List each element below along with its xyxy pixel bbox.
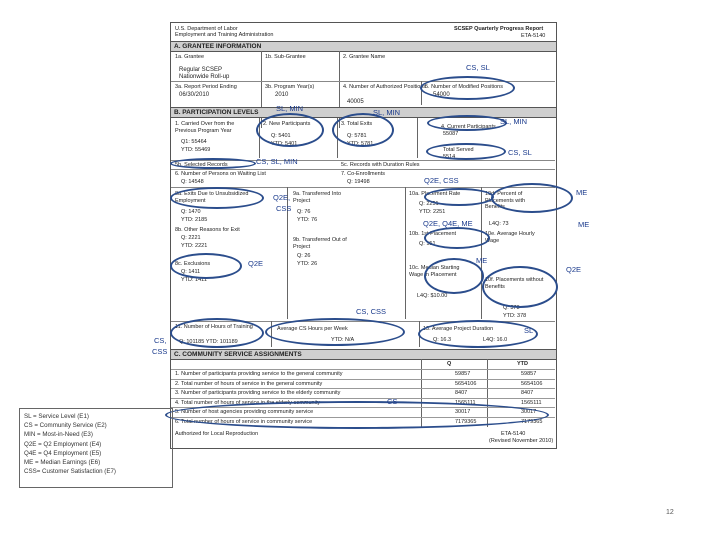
- annotation-q2e-css: Q2E, CSS: [424, 176, 459, 185]
- annotation-q2e: Q2E: [566, 265, 582, 274]
- abbreviation-legend: [19, 408, 173, 488]
- modified-positions-value: 54000: [433, 92, 450, 98]
- legend-item: ME = Median Earnings (E6): [24, 459, 101, 467]
- co-enrollments-label: 7. Co-Enrollments: [341, 171, 386, 177]
- cs-hours-label: Average CS Hours per Week: [277, 326, 348, 332]
- row-ytd-value: 59857: [521, 371, 537, 377]
- legend-item: SL = Service Level (E1): [24, 413, 89, 420]
- total-exits-label: 3. Total Exits: [341, 121, 373, 127]
- placement-rate-q: Q: 2251: [419, 201, 439, 207]
- table-row: [171, 388, 555, 398]
- total-exits-q: Q: 5781: [347, 133, 367, 139]
- row-q-value: 59857: [455, 371, 471, 377]
- sub-grantee-label: 1b. Sub-Grantee: [265, 54, 306, 60]
- row-label: 3. Number of participants providing service to the elderly community: [175, 390, 341, 396]
- form-number: ETA-5140: [521, 33, 546, 39]
- oval-no-benefits: [482, 266, 558, 308]
- section-b-header: B. PARTICIPATION LEVELS: [171, 107, 556, 118]
- row-label: 4. Total number of hours of service in the elderly community: [175, 399, 321, 406]
- row-ytd-value: 30017: [521, 409, 537, 415]
- new-participants-ytd: YTD: 5401: [271, 141, 298, 147]
- row-ytd-value: 1565111: [521, 399, 542, 406]
- row-label: 6. Total number of hours of service in community service: [175, 418, 313, 425]
- annotation-cs-sl-min: CS, SL, MIN: [256, 157, 298, 166]
- project-duration-label: 13. Average Project Duration: [423, 326, 494, 332]
- duration-records-label: 5c. Records with Duration Rules: [341, 162, 420, 168]
- section-c-header: C. COMMUNITY SERVICE ASSIGNMENTS: [171, 349, 556, 360]
- annotation-cs-sl: CS, SL: [508, 148, 532, 157]
- annotation-sl-min: SL, MIN: [373, 108, 401, 117]
- section-a-header: A. GRANTEE INFORMATION: [171, 41, 556, 52]
- annotation-cs-css: CS, CSS: [356, 307, 387, 316]
- oval-community-service-rows: [165, 401, 549, 429]
- selected-records-label: 5b. Selected Records: [175, 162, 228, 168]
- legend-item: MIN = Most-in-Need (E3): [24, 431, 93, 439]
- transferred-out-q: Q: 26: [297, 253, 311, 259]
- project-duration-q: Q: 16.3: [433, 337, 452, 343]
- annotation-q2e: Q2E: [248, 259, 264, 268]
- program-year-value: 2010: [275, 92, 289, 98]
- oval-total-served: [426, 143, 506, 160]
- transferred-in-label: 9a. Transferred Into Project: [293, 191, 341, 204]
- legend-item: CS = Community Service (E2): [24, 422, 107, 430]
- transferred-out-ytd: YTD: 26: [297, 261, 318, 267]
- grantee-name-label: 2. Grantee Name: [343, 54, 386, 60]
- placement-rate-label: 10a. Placement Rate: [409, 191, 461, 197]
- divider: [481, 187, 482, 319]
- row-q-value: 1565111: [455, 399, 476, 406]
- annotation-me: ME: [476, 256, 488, 265]
- first-placement-q: Q: 151: [419, 241, 436, 247]
- divider: [405, 187, 406, 319]
- exclusions-ytd: YTD: 1411: [181, 277, 207, 283]
- authorized-positions-label: 4. Number of Authorized Positions: [343, 84, 427, 90]
- training-hours-label: 11. Number of Hours of Training: [175, 324, 253, 330]
- footer-revised: (Revised November 2010): [489, 438, 554, 444]
- new-participants-q: Q: 5401: [271, 133, 291, 139]
- waiting-list-value: Q: 14548: [181, 179, 204, 185]
- carried-over-q: Q1: 55464: [181, 139, 207, 145]
- report-period-label: 3a. Report Period Ending: [175, 84, 237, 90]
- placement-rate-ytd: YTD: 2251: [419, 209, 446, 215]
- oval-training-hours: [170, 318, 264, 348]
- annotation-sl: SL: [524, 326, 534, 335]
- other-exits-label: 8b. Other Reasons for Exit: [175, 227, 240, 233]
- grantee-label: 1a. Grantee: [175, 54, 205, 60]
- row-ytd-value: 5654106: [521, 380, 543, 387]
- current-participants-label: 4. Current Participants: [441, 124, 496, 130]
- median-wage-value: L4Q: $10.00: [417, 293, 448, 299]
- report-title: SCSEP Quarterly Progress Report: [454, 26, 544, 32]
- transferred-in-q: Q: 76: [297, 209, 311, 215]
- other-exits-q: Q: 2221: [181, 235, 201, 241]
- total-served-value: 5514: [443, 154, 456, 160]
- transferred-in-ytd: YTD: 76: [297, 217, 318, 223]
- row-q-value: 7179365: [455, 418, 477, 425]
- other-exits-ytd: YTD: 2221: [181, 243, 208, 249]
- unsubsidized-exits-q: Q: 1470: [181, 209, 201, 215]
- unsubsidized-exits-label: 8a. Exits Due to Unsubsidized Employment: [175, 191, 249, 204]
- row-q-value: 30017: [455, 409, 471, 415]
- first-placement-label: 10b. 1st Placement: [409, 231, 457, 237]
- grantee-value-1: Regular SCSEP: [179, 67, 223, 73]
- new-participants-label: 2. New Participants: [263, 121, 311, 127]
- agency-line-1: U.S. Department of Labor: [175, 26, 238, 32]
- annotation-cs: CS,: [154, 336, 167, 345]
- legend-item: CSS= Customer Satisfaction (E7): [24, 468, 116, 476]
- oval-median-wage: [424, 258, 484, 294]
- annotation-sl-min: SL, MIN: [500, 117, 528, 126]
- carried-over-label: 1. Carried Over from the Previous Program Year: [175, 121, 235, 134]
- co-enrollments-value: Q: 19498: [347, 179, 370, 185]
- report-period-value: 06/30/2010: [179, 92, 210, 98]
- oval-project-duration: [418, 320, 538, 348]
- oval-current-participants: [427, 115, 507, 131]
- annotation-sl-min: SL, MIN: [276, 104, 304, 113]
- oval-benefits: [491, 183, 573, 213]
- total-served-label: Total Served: [443, 147, 474, 153]
- unsubsidized-exits-ytd: YTD: 2185: [181, 217, 208, 223]
- oval-unsubsidized-exits: [170, 187, 264, 209]
- divider: [417, 118, 418, 158]
- no-benefits-ytd: YTD: 378: [503, 313, 527, 319]
- table-row: [171, 379, 555, 389]
- col-q-header: Q: [447, 361, 452, 367]
- agency-header: [175, 26, 273, 38]
- program-year-label: 3b. Program Year(s): [265, 84, 315, 90]
- median-wage-label: 10c. Median Starting Wage in Placement: [409, 265, 460, 278]
- annotation-css: CSS: [152, 347, 168, 356]
- waiting-list-label: 6. Number of Persons on Waiting List: [175, 171, 266, 177]
- row-label: 5. Number of host agencies providing community service: [175, 409, 314, 415]
- annotation-q2e-q4e-me: Q2E, Q4E, ME: [423, 219, 473, 228]
- row-q-value: 5654106: [455, 380, 477, 387]
- oval-selected-records: [170, 158, 256, 169]
- no-benefits-label: 10f. Placements without Benefits: [485, 277, 544, 290]
- row-label: 1. Number of participants providing service to the general community: [175, 371, 343, 377]
- row-ytd-value: 7179365: [521, 418, 543, 425]
- carried-over-ytd: YTD: 55469: [181, 147, 211, 153]
- row-ytd-value: 8407: [521, 390, 534, 396]
- project-duration-ytd: L4Q: 16.0: [483, 337, 508, 343]
- footer-form: ETA-5140: [501, 431, 526, 437]
- total-exits-ytd: YTD: 5781: [347, 141, 374, 147]
- col-ytd-header: YTD: [517, 361, 528, 367]
- row-label: 2. Total number of hours of service in the general community: [175, 380, 323, 387]
- no-benefits-q: Q: 378: [503, 305, 520, 311]
- table-row: [171, 369, 555, 379]
- grantee-value-2: Nationwide Roll-up: [179, 74, 230, 80]
- oval-modified-positions: [420, 76, 515, 100]
- oval-first-placement: [424, 227, 490, 249]
- benefits-percent-label: 10d. Percent of Placements with Benefits: [485, 191, 526, 210]
- transferred-out-label: 9b. Transferred Out of Project: [293, 237, 347, 250]
- legend-item: Q2E = Q2 Employment (E4): [24, 440, 102, 448]
- divider: [171, 169, 555, 170]
- page-number: 12: [666, 509, 674, 516]
- exclusions-label: 8c. Exclusions: [175, 261, 211, 267]
- annotation-css: CSS: [276, 204, 292, 213]
- oval-new-participants: [256, 113, 324, 147]
- annotation-cs-sl: CS, SL: [466, 63, 490, 72]
- authorized-positions-value: 40005: [347, 99, 364, 105]
- annotation-me: ME: [576, 188, 588, 197]
- authorized-note: Authorized for Local Reproduction: [175, 431, 259, 437]
- hourly-wage-label: 10e. Average Hourly Wage: [485, 231, 535, 244]
- oval-total-exits: [332, 113, 394, 147]
- annotation-me: ME: [578, 220, 590, 229]
- annotation-cs: CS: [387, 397, 398, 406]
- oval-cs-hours: [265, 318, 405, 346]
- modified-positions-label: 5. Number of Modified Positions: [425, 84, 503, 90]
- current-participants-value: 55087: [443, 131, 459, 137]
- benefits-percent-value: L4Q: 73: [489, 221, 509, 227]
- oval-exclusions: [170, 253, 242, 279]
- row-q-value: 8407: [455, 390, 468, 396]
- training-hours-value: Q: 101185 YTD: 101189: [179, 339, 238, 345]
- agency-line-2: Employment and Training Administration: [175, 32, 274, 38]
- oval-placement-rate: [424, 188, 494, 206]
- exclusions-q: Q: 1411: [181, 269, 201, 275]
- legend-item: Q4E = Q4 Employment (E5): [24, 449, 102, 457]
- annotation-q2e: Q2E,: [273, 193, 291, 202]
- cs-hours-value: YTD: N/A: [331, 337, 355, 343]
